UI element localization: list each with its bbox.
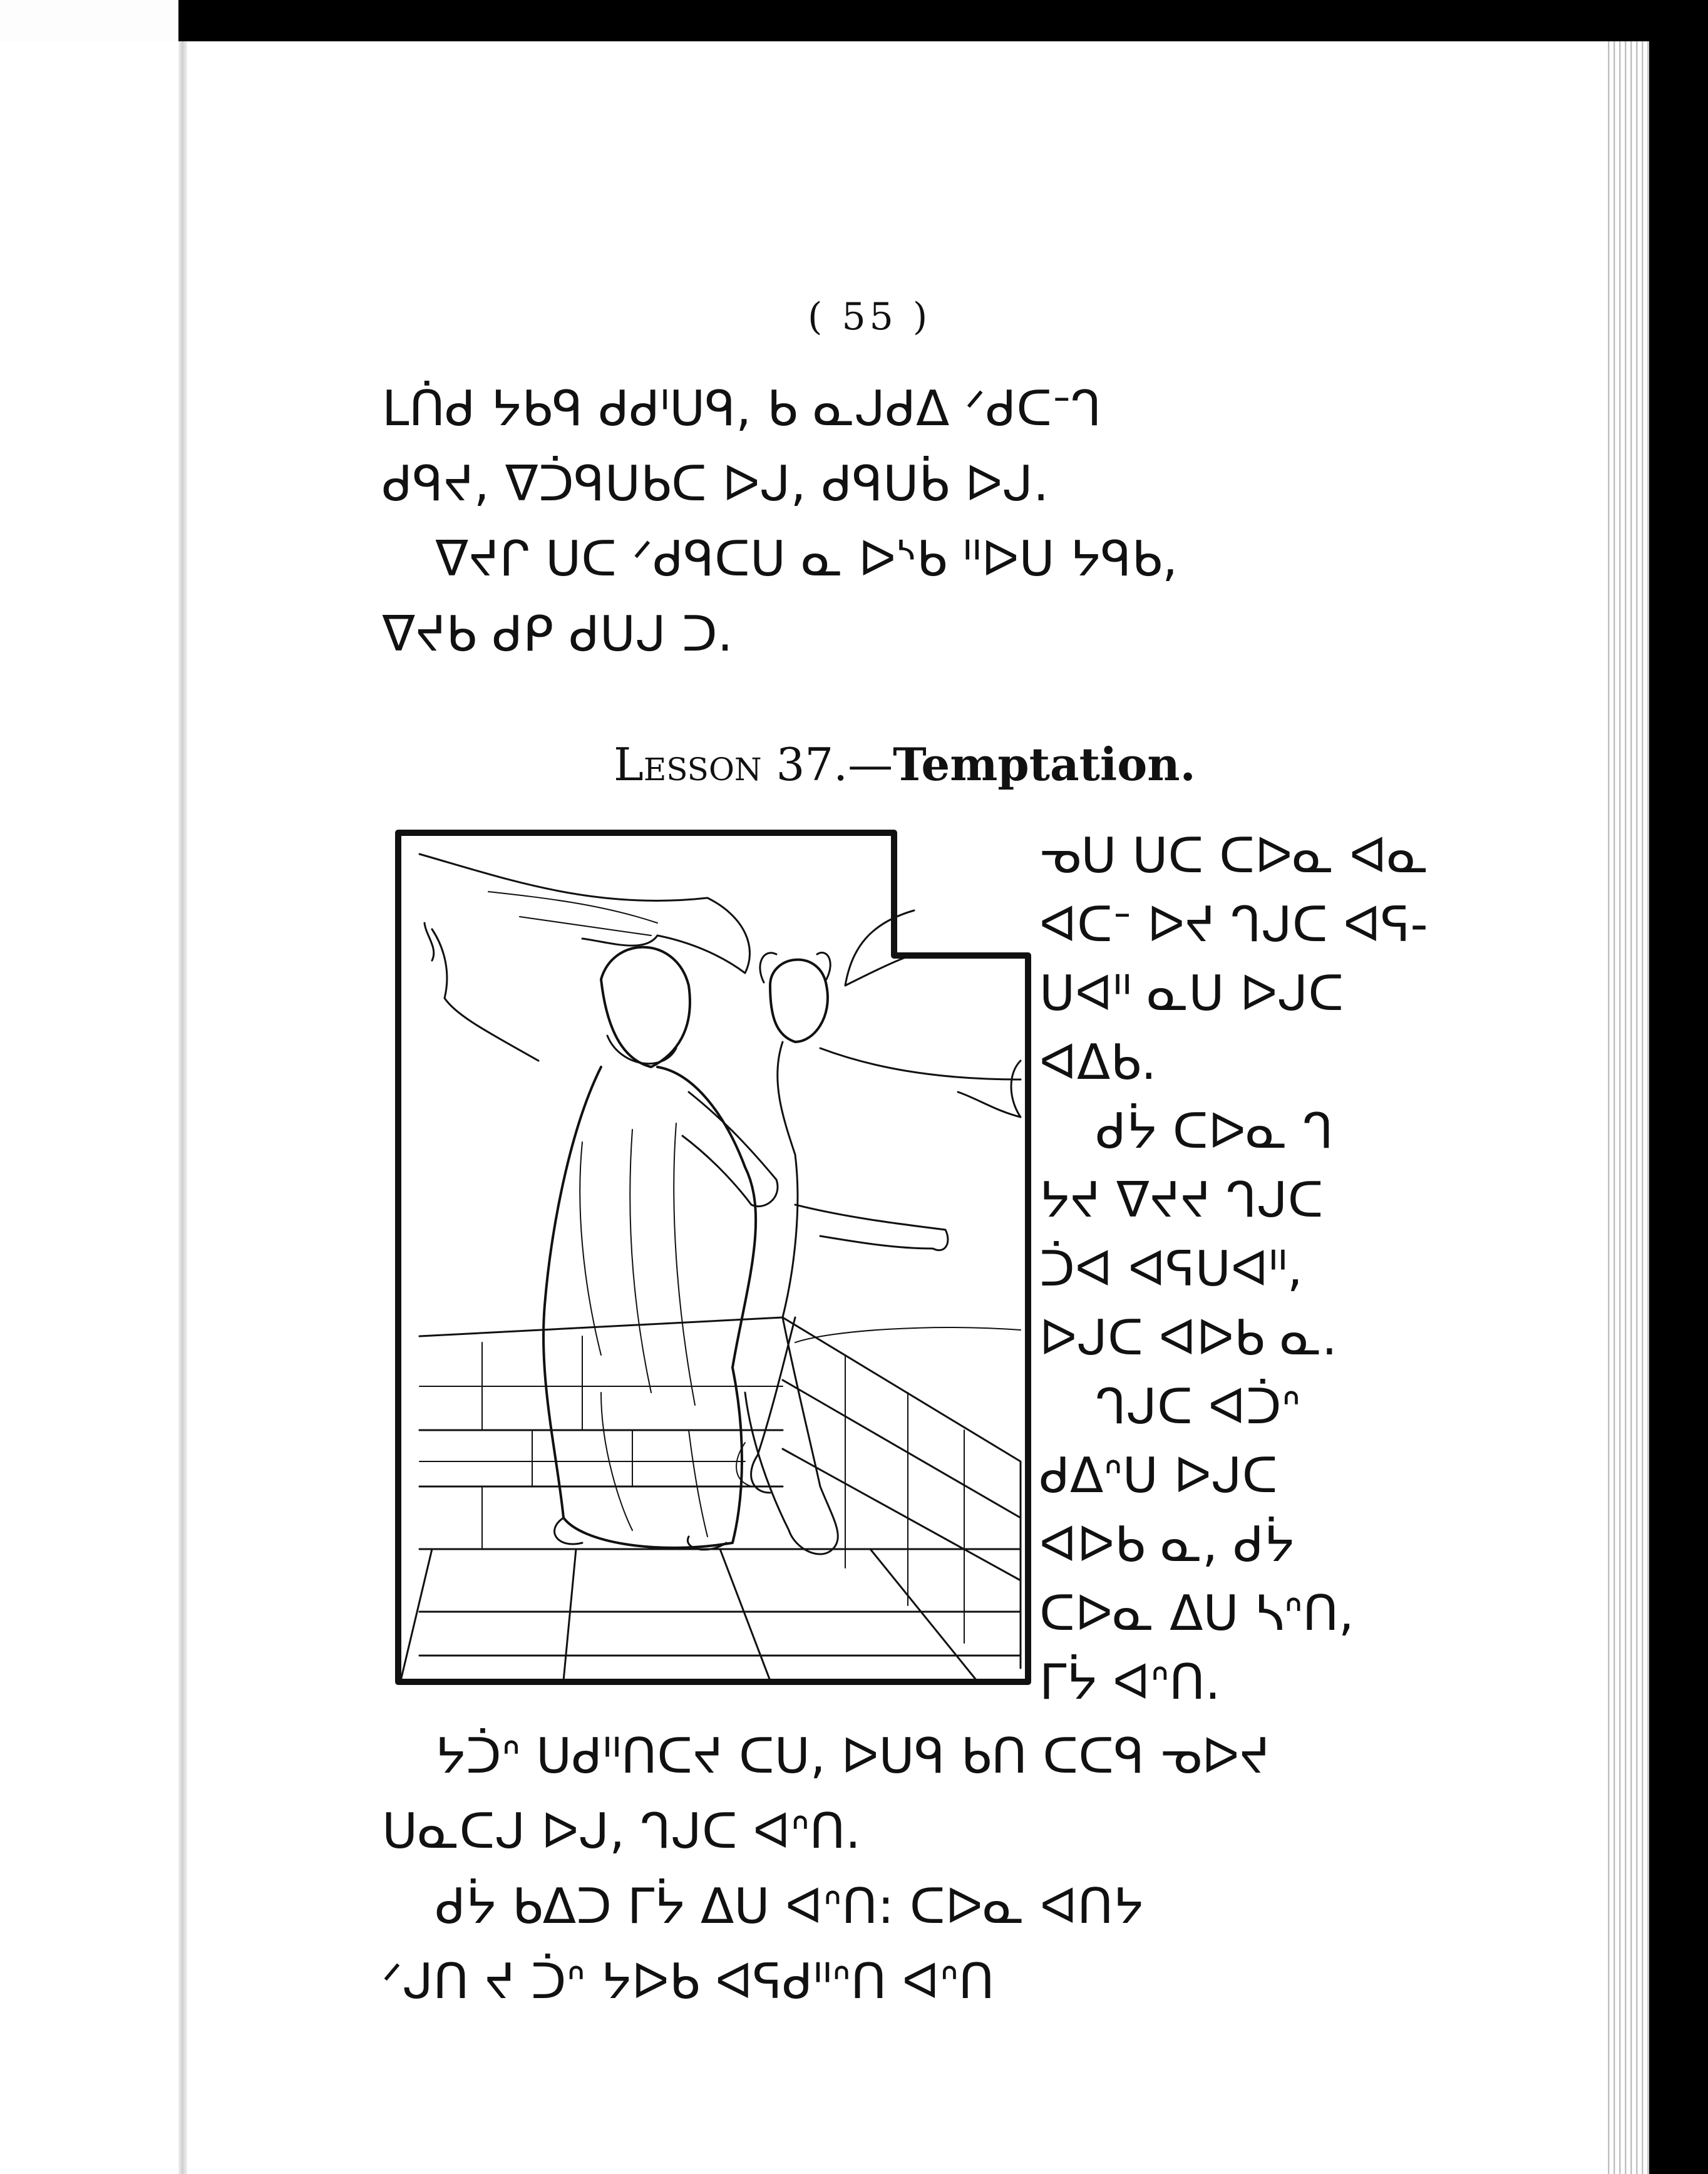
syllabics-line: ᑯᔮ ᑕᐅᓇ ᒉ <box>1096 1103 1334 1160</box>
syllabics-line: ᑑᐊ ᐊᕋᑌᐊᐦ, <box>1039 1241 1303 1297</box>
syllabics-line: ᑯᑫᔪ, ᐁᑑᑫᑌᑲᑕ ᐅᒍ, ᑯᑫᑌᑳ ᐅᒍ. <box>382 456 1049 512</box>
lesson-number: Lesson 37.— <box>614 738 893 791</box>
syllabics-line: ᐊᐅᑲ ᓇ, ᑯᔮ <box>1039 1517 1295 1573</box>
syllabics-line: ᒪᑏᑯ ᔭᑲᑫ ᑯᑯᑊᑌᑫ, ᑲ ᓇᒍᑯᐃ ᐟᑯᑕᐨᒉ <box>382 381 1102 437</box>
page-number: ( 55 ) <box>808 295 932 339</box>
syllabics-line: ᒉᒍᑕ ᐊᑑᐢ <box>1096 1379 1301 1435</box>
lesson-title: Temptation. <box>893 738 1196 791</box>
syllabics-line: ᑌᐊᐦ ᓇᑌ ᐅᒍᑕ <box>1039 966 1344 1022</box>
lesson-illustration <box>394 829 1033 1688</box>
book-gutter <box>178 41 187 2174</box>
syllabics-line: ᔭᑑᐢ ᑌᑯᐦᑎᑕᔪ ᑕᑌ, ᐅᑌᑫ ᑲᑎ ᑕᑕᑫ ᓀᐅᔪ <box>435 1728 1270 1785</box>
syllabics-line: ᒥᔮ ᐊᐢᑎ. <box>1039 1654 1221 1711</box>
syllabics-line: ᑯᔮ ᑲᐃᑐ ᒥᔮ ᐃᑌ ᐊᐢᑎ: ᑕᐅᓇ ᐊᑎᔭ <box>435 1878 1144 1935</box>
syllabics-line: ᐁᔪᒋ ᑌᑕ ᐟᑯᑫᑕᑌ ᓇ ᐅᔅᑲ ᐦᐅᑌ ᔭᑫᑲ, <box>435 531 1178 587</box>
book-page <box>0 41 1623 2174</box>
page-block-edges <box>1604 41 1649 2174</box>
syllabics-line: ᐊᐃᑲ. <box>1039 1034 1157 1091</box>
lesson-heading <box>614 738 1196 791</box>
syllabics-line: ᑯᐃᐢᑌ ᐅᒍᑕ <box>1039 1448 1278 1504</box>
syllabics-line: ᐅᒍᑕ ᐊᐅᑲ ᓇ. <box>1039 1310 1337 1366</box>
syllabics-line: ᐊᑕᐨ ᐅᔪ ᒉᒍᑕ ᐊᕋ- <box>1039 897 1428 953</box>
syllabics-line: ᑕᐅᓇ ᐃᑌ ᓴᐢᑎ, <box>1039 1585 1354 1642</box>
syllabics-line: ᔭᔪ ᐁᔪᔪ ᒉᒍᑕ <box>1039 1172 1324 1229</box>
syllabics-line: ᐟᒍᑎ ᔪ ᑑᐢ ᔭᐅᑲ ᐊᕋᑯᐦᐢᑎ ᐊᐢᑎ <box>382 1954 995 2010</box>
woodcut-illustration-icon <box>394 829 1033 1688</box>
syllabics-line: ᐁᔪᑲ ᑯᑭ ᑯᑌᒍ ᑐ. <box>382 606 733 662</box>
syllabics-line: ᑌᓇᑕᒍ ᐅᒍ, ᒉᒍᑕ ᐊᐢᑎ. <box>382 1803 861 1860</box>
syllabics-line: ᓀᑌ ᑌᑕ ᑕᐅᓇ ᐊᓇ <box>1039 828 1429 884</box>
